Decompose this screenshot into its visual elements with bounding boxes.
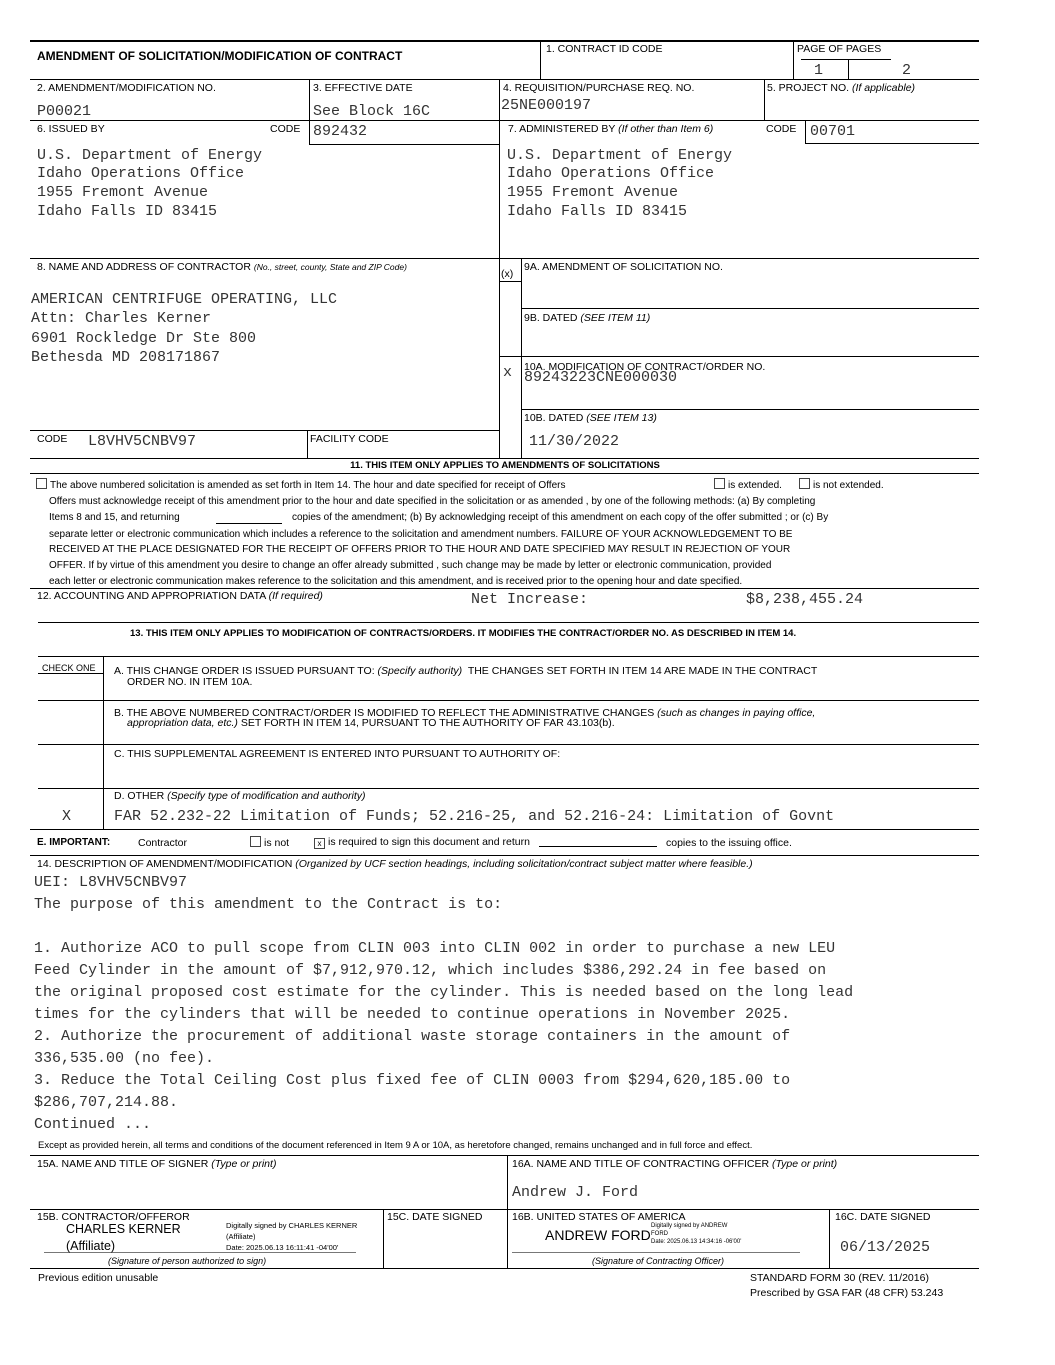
block-10a-label: 10A. MODIFICATION OF CONTRACT/ORDER NO.: [524, 361, 766, 373]
contract-id-label: 1. CONTRACT ID CODE: [546, 43, 663, 55]
rule: [30, 258, 979, 259]
amendment-no-label: 2. AMENDMENT/MODIFICATION NO.: [37, 82, 216, 94]
item-11-line: OFFER. If by virtue of this amendment you desire to change an offer already submitted , such change may be made by letter or electronic communication, provided: [49, 560, 772, 571]
is-required-label: is required to sign this document and return: [328, 836, 530, 848]
block-10-mark: x: [503, 364, 513, 381]
rule: [30, 79, 979, 80]
rule: [521, 308, 979, 309]
is-not-label: is not: [264, 837, 290, 849]
rule: [30, 458, 979, 459]
rule: [801, 59, 891, 60]
item-12-label: [37, 590, 323, 602]
amendment-no-value: P00021: [37, 103, 92, 120]
important-contractor: Contractor: [138, 837, 188, 849]
item-13b-text: B. THE ABOVE NUMBERED CONTRACT/ORDER IS MODIFIED TO REFLECT THE ADMINISTRATIVE CHANGES: [114, 707, 655, 719]
blank-line: [539, 846, 657, 847]
issued-by-label: 6. ISSUED BY: [37, 123, 105, 135]
contractor-line: Attn: Charles Kerner: [31, 310, 212, 327]
item-11-line: separate letter or electronic communication which includes a reference to the solicitation and amendment numbers. FAILURE OF YOUR ACKNOWLEDGEMENT TO BE: [49, 529, 793, 540]
rule: [30, 473, 979, 474]
issued-by-line: U.S. Department of Energy: [37, 147, 263, 164]
administered-by-line: Idaho Falls ID 83415: [507, 203, 688, 220]
rule: [38, 788, 979, 789]
block-9b-note: (SEE ITEM 11): [580, 312, 651, 324]
item-13d-line: [114, 790, 366, 802]
is-not-checkbox[interactable]: [250, 836, 261, 847]
signer-16b-label: 16B. UNITED STATES OF AMERICA: [512, 1211, 686, 1223]
except-text: Except as provided herein, all terms and conditions of the document referenced in Item 9 A or 10A, as heretofore changed, remains unchanged and in full force and effect.: [38, 1140, 753, 1151]
page-of-pages-label: PAGE OF PAGES: [797, 43, 882, 55]
issued-by-code: 892432: [313, 123, 368, 140]
rule: [30, 1155, 979, 1156]
description-line: times for the cylinders that will be needed to continue operations in November 2025.: [34, 1006, 791, 1023]
copies-label: copies to the issuing office.: [666, 837, 792, 849]
requisition-value: 25NE000197: [501, 97, 592, 114]
rule: [805, 120, 806, 143]
description-line: the original proposed cost estimate for the cylinder. This is needed based on the long lead: [34, 984, 854, 1001]
item-12-note: (If required): [268, 590, 323, 602]
net-increase-label: Net Increase:: [471, 591, 589, 608]
signature-line: [512, 1252, 800, 1253]
rule: [829, 1209, 830, 1268]
item-13a-note: (Specify authority): [377, 665, 463, 677]
item-13a-text: A. THIS CHANGE ORDER IS ISSUED PURSUANT TO:: [114, 665, 375, 677]
contractor-label-text: 8. NAME AND ADDRESS OF CONTRACTOR: [37, 261, 251, 273]
rule: [499, 356, 979, 357]
footer-prescribed: Prescribed by GSA FAR (48 CFR) 53.243: [750, 1287, 944, 1299]
footer-left: Previous edition unusable: [38, 1272, 159, 1284]
net-increase-value: $8,238,455.24: [746, 591, 864, 608]
rule: [309, 120, 310, 144]
item-13b-note: (such as changes in paying office,: [657, 707, 816, 719]
item-11-line: RECEIVED AT THE PLACE DESIGNATED FOR THE RECEIPT OF OFFERS PRIOR TO THE HOUR AND DATE SPECIFIED MAY RESULT IN REJECTION OF YOUR: [49, 544, 791, 555]
signer-15a-note: (Type or print): [211, 1158, 277, 1170]
item-13c-text: C. THIS SUPPLEMENTAL AGREEMENT IS ENTERED INTO PURSUANT TO AUTHORITY OF:: [114, 748, 561, 760]
description-line: 3. Reduce the Total Ceiling Cost plus fixed fee of CLIN 0003 from $294,620,185.00 to: [34, 1072, 791, 1089]
signer-16c-label: 16C. DATE SIGNED: [835, 1211, 931, 1223]
is-extended-label: is extended.: [728, 480, 782, 491]
block-10b-label: [524, 412, 657, 424]
contractor-digital-signature-line: (Affiliate): [226, 1232, 256, 1241]
item-13b-text: SET FORTH IN ITEM 14, PURSUANT TO THE AUTHORITY OF FAR 43.103(b).: [240, 717, 615, 729]
item-13b-line2: [127, 717, 615, 729]
rule: [30, 430, 500, 431]
block-10b-label-text: 10B. DATED: [524, 412, 584, 424]
contractor-line: 6901 Rockledge Dr Ste 800: [31, 330, 257, 347]
signer-15a-text: 15A. NAME AND TITLE OF SIGNER: [37, 1158, 209, 1170]
block-9b-label: [524, 312, 650, 324]
contractor-code-label: CODE: [37, 433, 68, 445]
item-11-title: 11. THIS ITEM ONLY APPLIES TO AMENDMENTS OF SOLICITATIONS: [350, 460, 660, 471]
rule: [805, 143, 979, 144]
contractor-code: L8VHV5CNBV97: [88, 433, 197, 450]
rule: [38, 656, 979, 657]
rule: [309, 144, 500, 145]
signer-15c-label: 15C. DATE SIGNED: [387, 1211, 483, 1223]
description-line: $286,707,214.88.: [34, 1094, 179, 1111]
contractor-line: Bethesda MD 208171867: [31, 349, 221, 366]
rule: [499, 120, 979, 121]
description-line: 1. Authorize ACO to pull scope from CLIN 003 into CLIN 002 in order to purchase a new LEU: [34, 940, 836, 957]
form-title: AMENDMENT OF SOLICITATION/MODIFICATION OF CONTRACT: [37, 49, 403, 63]
item-13d-text: D. OTHER: [114, 790, 165, 802]
contractor-label: [37, 261, 407, 273]
rule: [507, 1155, 508, 1268]
is-required-checkbox[interactable]: x: [314, 838, 325, 849]
rule: [309, 79, 310, 120]
issued-by-line: Idaho Falls ID 83415: [37, 203, 218, 220]
item-13b-note: appropriation data, etc.): [127, 717, 238, 729]
requisition-label: 4. REQUISITION/PURCHASE REQ. NO.: [503, 82, 695, 94]
rule: [38, 700, 979, 701]
block-10b-note: (SEE ITEM 13): [586, 412, 657, 424]
important-label: E. IMPORTANT:: [37, 837, 111, 848]
officer-digital-signature-line: Date: 2025.06.13 14:34:16 -06'00': [651, 1239, 742, 1245]
block-9a-label: 9A. AMENDMENT OF SOLICITATION NO.: [524, 261, 723, 273]
rule: [540, 41, 541, 79]
rule: [38, 744, 979, 745]
block-9b-label-text: 9B. DATED: [524, 312, 578, 324]
administered-by-line: U.S. Department of Energy: [507, 147, 733, 164]
rule: [30, 829, 979, 830]
rule: [30, 1209, 979, 1210]
signer-16a-label: [512, 1158, 837, 1170]
issued-by-line: 1955 Fremont Avenue: [37, 184, 209, 201]
block-10b-value: 11/30/2022: [529, 433, 620, 450]
issued-by-code-label: CODE: [270, 123, 301, 135]
signer-16a-text: 16A. NAME AND TITLE OF CONTRACTING OFFICER: [512, 1158, 770, 1170]
administered-by-code-label: CODE: [766, 123, 797, 135]
rule: [764, 79, 765, 120]
signer-15a-label: [37, 1158, 276, 1170]
solicitation-amended-checkbox[interactable]: [36, 478, 47, 489]
item-11-line: The above numbered solicitation is amended as set forth in Item 14. The hour and date specified for receipt of Offers: [50, 480, 566, 491]
description-line: UEI: L8VHV5CNBV97: [34, 874, 188, 891]
item-11-line: copies of the amendment; (b) By acknowledging receipt of this amendment on each copy of the offer submitted ; or (c) By: [292, 512, 829, 523]
administered-by-note: (If other than Item 6): [618, 123, 714, 135]
administered-by-label: [508, 123, 713, 135]
item-11-line: Offers must acknowledge receipt of this amendment prior to the hour and date specified in the solicitation or as amended , by one of the following methods: (a) By completing: [49, 496, 816, 507]
rule: [499, 281, 521, 282]
item-11-line: each letter or electronic communication makes reference to the solicitation and this amendment, and is received prior to the opening hour and date specified.: [49, 576, 743, 587]
signer-16a-note: (Type or print): [772, 1158, 838, 1170]
is-not-extended-label: is not extended.: [813, 480, 884, 491]
item-14-label-text: 14. DESCRIPTION OF AMENDMENT/MODIFICATION: [37, 858, 293, 870]
description-line: Feed Cylinder in the amount of $7,912,970.12, which includes $386,292.24 in fee based on: [34, 962, 827, 979]
administered-by-line: Idaho Operations Office: [507, 165, 715, 182]
effective-date-value: See Block 16C: [313, 103, 431, 120]
rule: [793, 41, 794, 79]
is-not-extended-checkbox[interactable]: [799, 478, 810, 489]
description-line: Continued ...: [34, 1116, 152, 1133]
signer-15b-caption: (Signature of person authorized to sign): [108, 1256, 267, 1266]
contractor-note: (No., street, county, State and ZIP Code): [253, 262, 407, 272]
footer-form-number: STANDARD FORM 30 (REV. 11/2016): [750, 1272, 929, 1284]
officer-digital-signature-line: Digitally signed by ANDREW: [651, 1223, 728, 1229]
rule: [521, 258, 522, 459]
rule: [383, 1209, 384, 1268]
contractor-signature-affiliate: (Affiliate): [66, 1239, 116, 1253]
pages-total: 2: [902, 62, 912, 79]
facility-code-label: FACILITY CODE: [310, 433, 389, 445]
description-line: The purpose of this amendment to the Contract is to:: [34, 896, 503, 913]
top-rule: [30, 40, 979, 42]
contracting-officer-name: Andrew J. Ford: [512, 1184, 639, 1201]
item-11-line: Items 8 and 15, and returning: [49, 512, 180, 523]
rule: [103, 656, 104, 829]
item-13d-mark: X: [62, 808, 72, 825]
check-one-label: CHECK ONE: [42, 663, 96, 673]
project-no-label: [767, 82, 915, 94]
rule: [30, 1268, 979, 1269]
contractor-digital-signature-line: Digitally signed by CHARLES KERNER: [226, 1221, 358, 1230]
contractor-line: AMERICAN CENTRIFUGE OPERATING, LLC: [31, 291, 338, 308]
officer-signature-name: ANDREW FORD: [545, 1227, 651, 1243]
rule: [38, 622, 979, 623]
rule: [848, 59, 849, 79]
officer-digital-signature-line: FORD: [651, 1231, 668, 1237]
description-line: 2. Authorize the procurement of additional waste storage containers in the amount of: [34, 1028, 791, 1045]
rule: [521, 409, 979, 410]
signer-15b-label: 15B. CONTRACTOR/OFFEROR: [37, 1211, 190, 1223]
administered-by-line: 1955 Fremont Avenue: [507, 184, 679, 201]
effective-date-label: 3. EFFECTIVE DATE: [313, 82, 413, 94]
item-13-title: 13. THIS ITEM ONLY APPLIES TO MODIFICATION OF CONTRACTS/ORDERS. IT MODIFIES THE CONTRACT/ORDER NO. AS DESCRIBED IN ITEM 14.: [130, 628, 797, 639]
project-no-note: (If applicable): [852, 82, 916, 94]
item-14-note: (Organized by UCF section headings, including solicitation/contract subject matter where feasible.): [295, 858, 753, 870]
item-13a-text: THE CHANGES SET FORTH IN ITEM 14 ARE MADE IN THE CONTRACT: [467, 665, 818, 677]
x-column-label: (x): [501, 268, 514, 280]
item-13d-value: FAR 52.232-22 Limitation of Funds; 52.216-25, and 52.216-24: Limitation of Govnt: [114, 808, 835, 825]
description-line: 336,535.00 (no fee).: [34, 1050, 215, 1067]
administered-by-label-text: 7. ADMINISTERED BY: [508, 123, 616, 135]
rule: [499, 79, 500, 459]
project-no-label-text: 5. PROJECT NO.: [767, 82, 850, 94]
administered-by-code: 00701: [810, 123, 856, 140]
contractor-digital-signature-line: Date: 2025.06.13 16:11:41 -04'00': [226, 1243, 339, 1252]
blank-line: [216, 523, 282, 524]
page-number: 1: [814, 62, 824, 79]
item-13a-line2: ORDER NO. IN ITEM 10A.: [127, 676, 253, 688]
item-14-label: [37, 858, 753, 870]
contractor-signature-name: CHARLES KERNER: [66, 1222, 181, 1236]
block-10a-value: 89243223CNE000030: [524, 369, 678, 386]
is-extended-checkbox[interactable]: [714, 478, 725, 489]
rule: [307, 430, 308, 459]
rule: [30, 855, 979, 856]
issued-by-line: Idaho Operations Office: [37, 165, 245, 182]
item-12-label-text: 12. ACCOUNTING AND APPROPRIATION DATA: [37, 590, 266, 602]
signer-16b-caption: (Signature of Contracting Officer): [592, 1256, 725, 1266]
item-13d-note: (Specify type of modification and authority): [167, 790, 366, 802]
date-signed-16c: 06/13/2025: [840, 1239, 931, 1256]
